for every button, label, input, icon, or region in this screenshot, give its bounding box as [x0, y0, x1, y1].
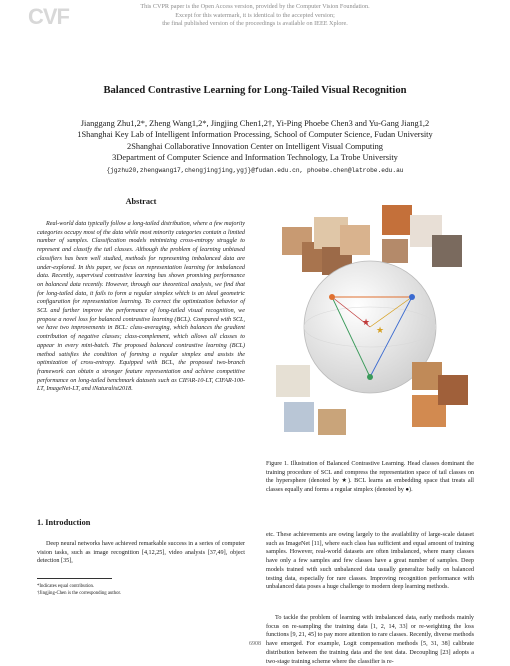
body-paragraph: To tackle the problem of learning with imbalanced data, early methods mainly focus on re-sampling the training data [1, 2, 14, 33] or re-weighting the loss functions [9, 21, 45] to pay more attention to rare classes. Recently, diverse methods have emerged. For example, Logit compensation methods [5, 31, 38] calibrate distribution between the training data and the test data. Decoupling [23] adopts a two-stage training scheme where the classifier is re- — [266, 615, 474, 665]
class-point-dot — [367, 374, 373, 380]
abstract-heading: Abstract — [125, 197, 157, 206]
banner-line: Except for this watermark, it is identical to the accepted version; — [175, 11, 335, 19]
author-emails: {jgzhu20,zhengwang17,chengjingjing,ygj}@fudan.edu.cn, phoebe.chen@latrobe.edu.au — [106, 167, 404, 174]
figure-1-illustration — [262, 197, 476, 449]
abstract-text: Real-world data typically follow a long-tailed distribution, where a few majority categories occupy most of the data while most minority categories contain a limited number of samples. Classification models minimizing cross-entropy struggle to represent and classify the tail classes. Although the problem of learning unbiased classifiers has been well studied, methods for representing imbalanced data are under-explored. In this paper, we focus on representation learning for imbalanced data. Recently, supervised contrastive learning has shown promising performance on balanced data recently. However, through our theoretical analysis, we find that for long-tailed data, it fails to form a regular simplex which is an ideal geometric configuration for representation learning. To correct the optimization behavior of SCL and further improve the performance of long-tailed visual recognition, we propose a novel loss for balanced contrastive learning (BCL). Compared with SCL, we have two improvements in BCL: class-averaging, which balances the gradient contribution of negative classes; class-complement, which allows all classes to appear in every mini-batch. The proposed balanced contrastive learning (BCL) method satisfies the condition of forming a regular simplex and assists the optimization of cross-entropy. Equipped with BCL, the proposed two-branch framework can obtain a stronger feature representation and achieve competitive performance on long-tailed benchmark datasets such as CIFAR-10-LT, CIFAR-100-LT, ImageNet-LT, and iNaturalist2018. — [37, 221, 245, 393]
figure-image-tile — [432, 235, 462, 267]
affiliation: 3Department of Computer Science and Information Technology, La Trobe University — [112, 152, 398, 162]
affiliation: 2Shanghai Collaborative Innovation Center on Intelligent Visual Computing — [127, 141, 383, 151]
class-point-dot — [329, 294, 335, 300]
authors-line: Jianggang Zhu1,2*, Zheng Wang1,2*, Jingjing Chen1,2†, Yi-Ping Phoebe Chen3 and Yu-Gang Jiang1,2 — [80, 119, 430, 128]
banner-line: the final published version of the proceedings is available on IEEE Xplore. — [162, 20, 348, 28]
page-number: 6908 — [249, 641, 261, 647]
introduction-text: Deep neural networks have achieved remarkable success in a series of computer vision tasks, such as image recognition [4,12,25], video analysis [37,49], object detection [35], — [37, 541, 245, 565]
author-block — [0, 118, 510, 163]
banner-line: This CVPR paper is the Open Access version, provided by the Computer Vision Foundation. — [140, 3, 370, 10]
body-paragraph: etc. These achievements are owing largely to the availability of large-scale dataset such as ImageNet [11], where each class has sufficient and equal amount of training samples. However, real-world datasets are often imbalanced, where many classes have only a few samples and few classes have a great number of samples. Deep models trained with such unbalanced data usually generalize badly on balanced testing data, especially for rare classes. Improving recognition performance with unbalanced data poses a huge challenge to modern deep learning methods. — [266, 532, 474, 591]
figure-image-tile — [382, 239, 408, 263]
figure-image-tile — [318, 409, 346, 435]
class-point-star: ★ — [362, 317, 371, 327]
class-point-dot — [409, 294, 415, 300]
figure-image-tile — [412, 362, 442, 390]
open-access-banner — [0, 3, 510, 29]
figure-image-tile — [382, 205, 412, 235]
figure-image-tile — [340, 225, 370, 255]
paper-title: Balanced Contrastive Learning for Long-Tailed Visual Recognition — [103, 85, 407, 96]
figure-image-tile — [284, 402, 314, 432]
class-point-star: ★ — [376, 325, 385, 335]
figure-caption: Figure 1. Illustration of Balanced Contrastive Learning. Head classes dominant the training procedure of SCL and compress the representation space of tail classes on the hypersphere (denoted by ★). BCL learns an embedding space that treats all classes equally and forms a regular simplex (denoted by ●). — [266, 461, 474, 494]
figure-image-tile — [438, 375, 468, 405]
figure-image-tile — [276, 365, 310, 397]
cvf-logo: CVF — [28, 4, 69, 29]
footnote-rule — [37, 578, 112, 579]
footnote-corresponding-author: †Jingjing-Chen is the corresponding author. — [37, 591, 122, 596]
footnote-equal-contribution: *Indicates equal contribution. — [37, 584, 95, 589]
introduction-heading: 1. Introduction — [37, 518, 91, 527]
footnotes — [37, 583, 245, 597]
affiliation: 1Shanghai Key Lab of Intelligent Information Processing, School of Computer Science, Fudan University — [77, 130, 433, 140]
